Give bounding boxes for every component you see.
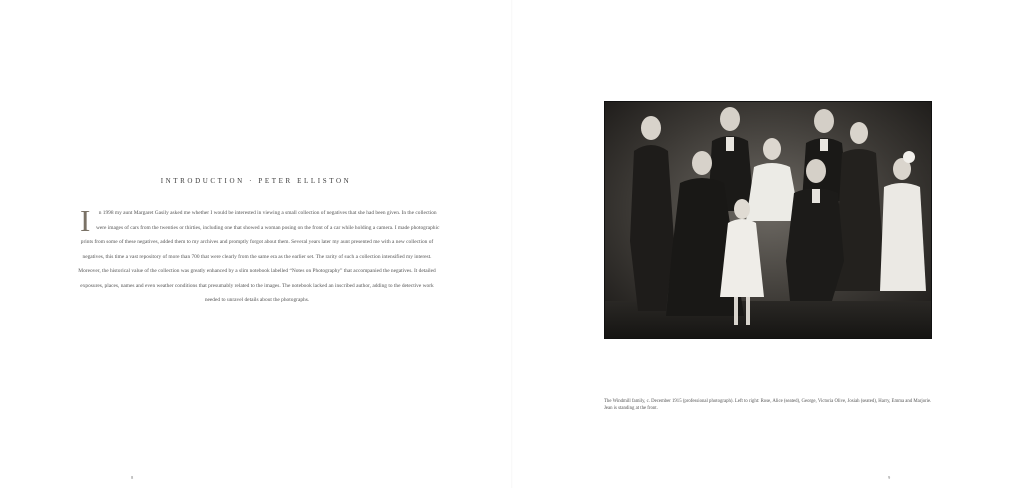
drop-cap: I: [80, 203, 91, 238]
introduction-text: n 1998 my aunt Margaret Gasily asked me whether I would be interested in viewing a small collection of negatives that she had been given. In the collection were images of cars from the twenties or thirties, including one that showed a woman posing on the front of a car while holding a camera. I made photographic prints from some of these negatives, added them to my archives and promptly forgot about them. Several years later my aunt presented me with a new collection of negatives, this time a vast repository of more than 700 that were clearly from the same era as the earlier set. The rarity of such a collection intensified my interest. Moreover, the historical value of the collection was greatly enhanced by a slim notebook labelled “Notes on Photography” that accompanied the negatives. It detailed exposures, places, names and even weather conditions that presumably related to the images. The notebook lacked an inscribed author, adding to the detective work needed to unravel details about the photographs.: [78, 210, 440, 303]
page-number-right: 9: [888, 475, 891, 480]
introduction-body: [72, 203, 442, 308]
family-portrait-photo: [604, 101, 932, 339]
book-gutter: [511, 0, 513, 488]
introduction-heading: INTRODUCTION · PETER ELLISTON: [160, 177, 352, 185]
photo-caption: The Windmill family, c. December 1915 (professional photograph). Left to right: Rose, Alice (seated), George, Victoria Olive, Josiah (seated), Harry, Emma and Marjorie. Jean is standing at the front.: [604, 399, 932, 412]
page-number-left: 8: [131, 475, 134, 480]
